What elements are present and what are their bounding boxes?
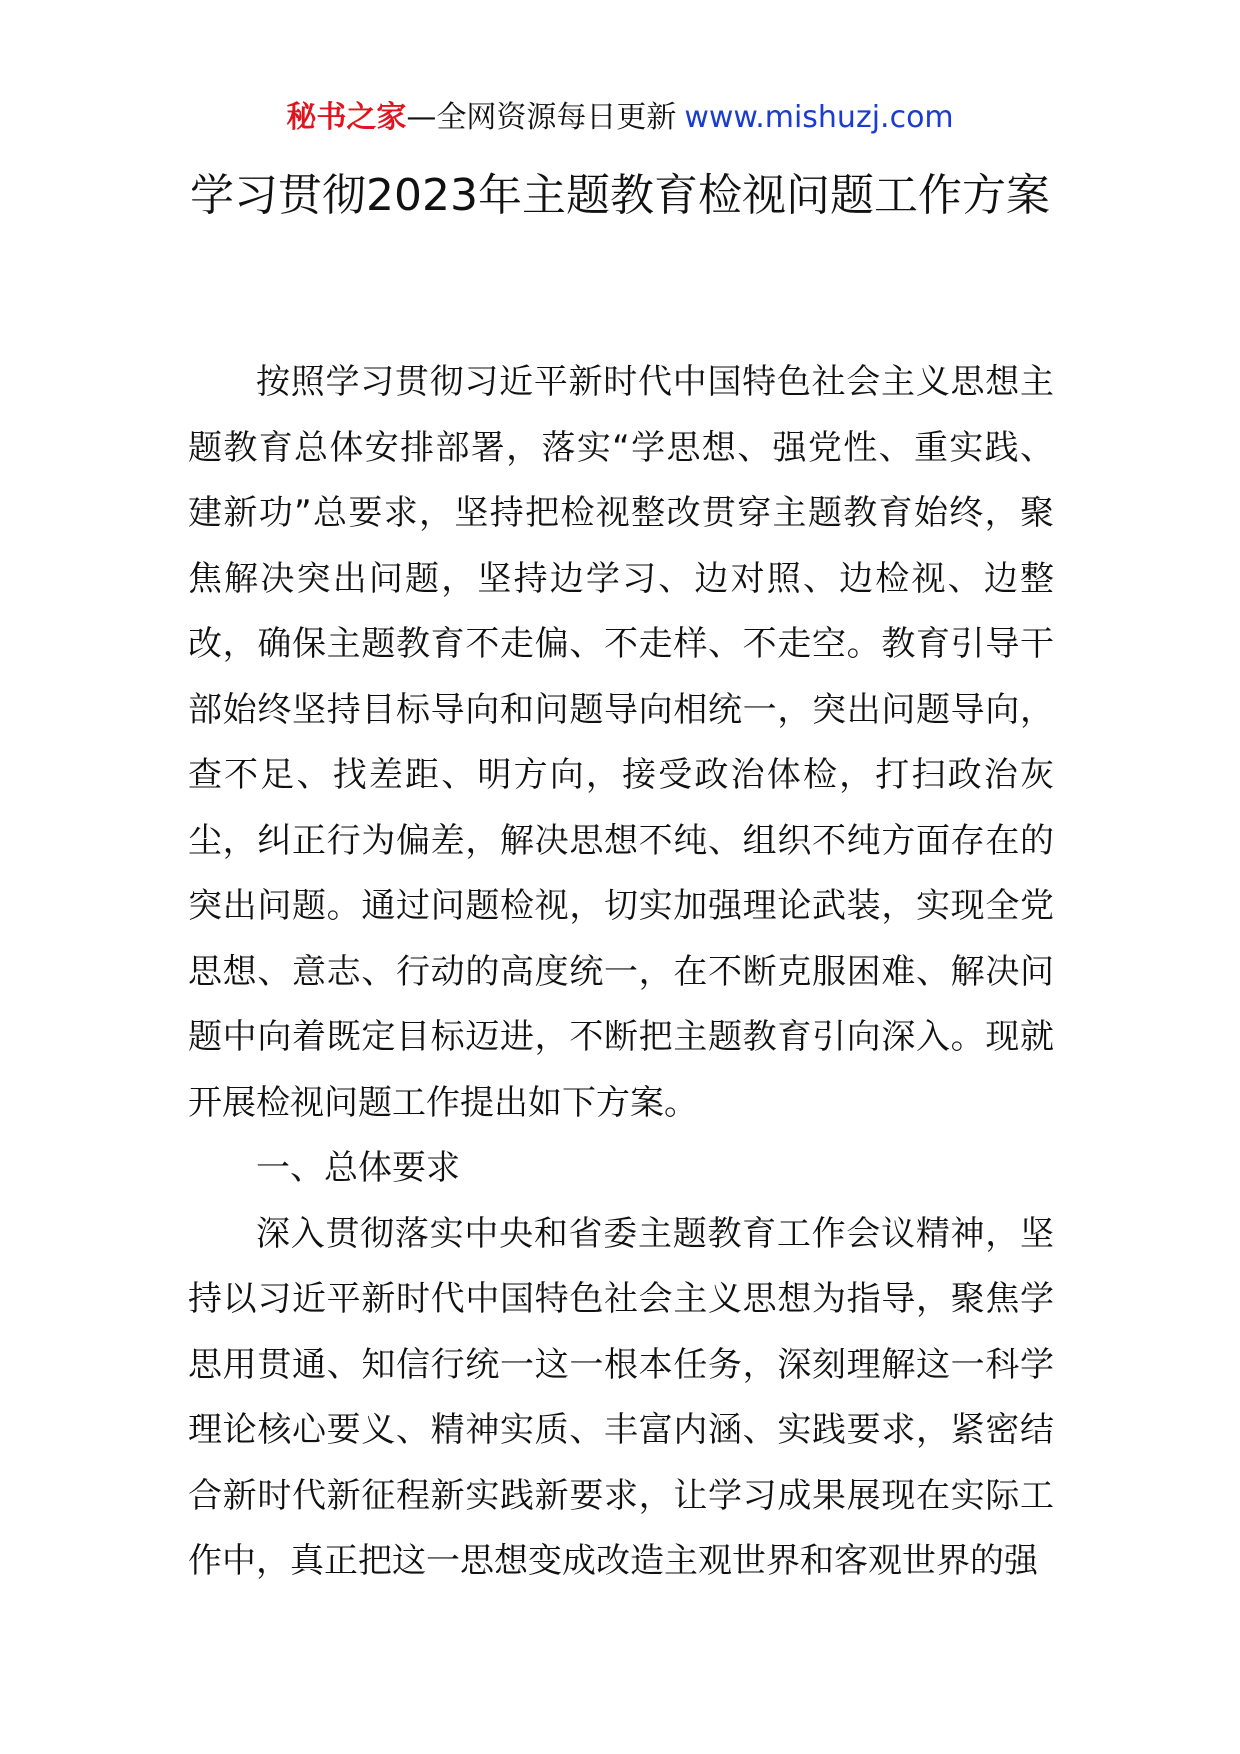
section-heading-general-requirements: 一、总体要求 xyxy=(256,1148,460,1188)
site-url-link[interactable]: www.mishuzj.com xyxy=(684,100,954,135)
brand-slogan: —全网资源每日更新 xyxy=(406,100,677,135)
paragraph-intro: 按照学习贯彻习近平新时代中国特色社会主义思想主题教育总体安排部署，落实“学思想、强党性、重实践、建新功”总要求，坚持把检视整改贯穿主题教育始终，聚焦解决突出问题，坚持边学习、边对照、边检视、边整改，确保主题教育不走偏、不走样、不走空。教育引导干部始终坚持目标导向和问题导向相统一，突出问题导向，查不足、找差距、明方向，接受政治体检，打扫政治灰尘，纠正行为偏差，解决思想不纯、组织不纯方面存在的突出问题。通过问题检视，切实加强理论武装，实现全党思想、意志、行动的高度统一，在不断克服困难、解决问题中向着既定目标迈进，不断把主题教育引向深入。现就开展检视问题工作提出如下方案。 xyxy=(188,362,1054,1123)
document-body xyxy=(188,350,1054,1595)
paragraph-general-requirements: 深入贯彻落实中央和省委主题教育工作会议精神，坚持以习近平新时代中国特色社会主义思想为指导，聚焦学思用贯通、知信行统一这一根本任务，深刻理解这一科学理论核心要义、精神实质、丰富内涵、实践要求，紧密结合新时代新征程新实践新要求，让学习成果展现在实际工作中，真正把这一思想变成改造主观世界和客观世界的强 xyxy=(188,1213,1054,1581)
document-title: 学习贯彻2023年主题教育检视问题工作方案 xyxy=(190,170,1050,221)
watermark-header xyxy=(0,98,1240,138)
brand-name: 秘书之家 xyxy=(286,100,407,135)
